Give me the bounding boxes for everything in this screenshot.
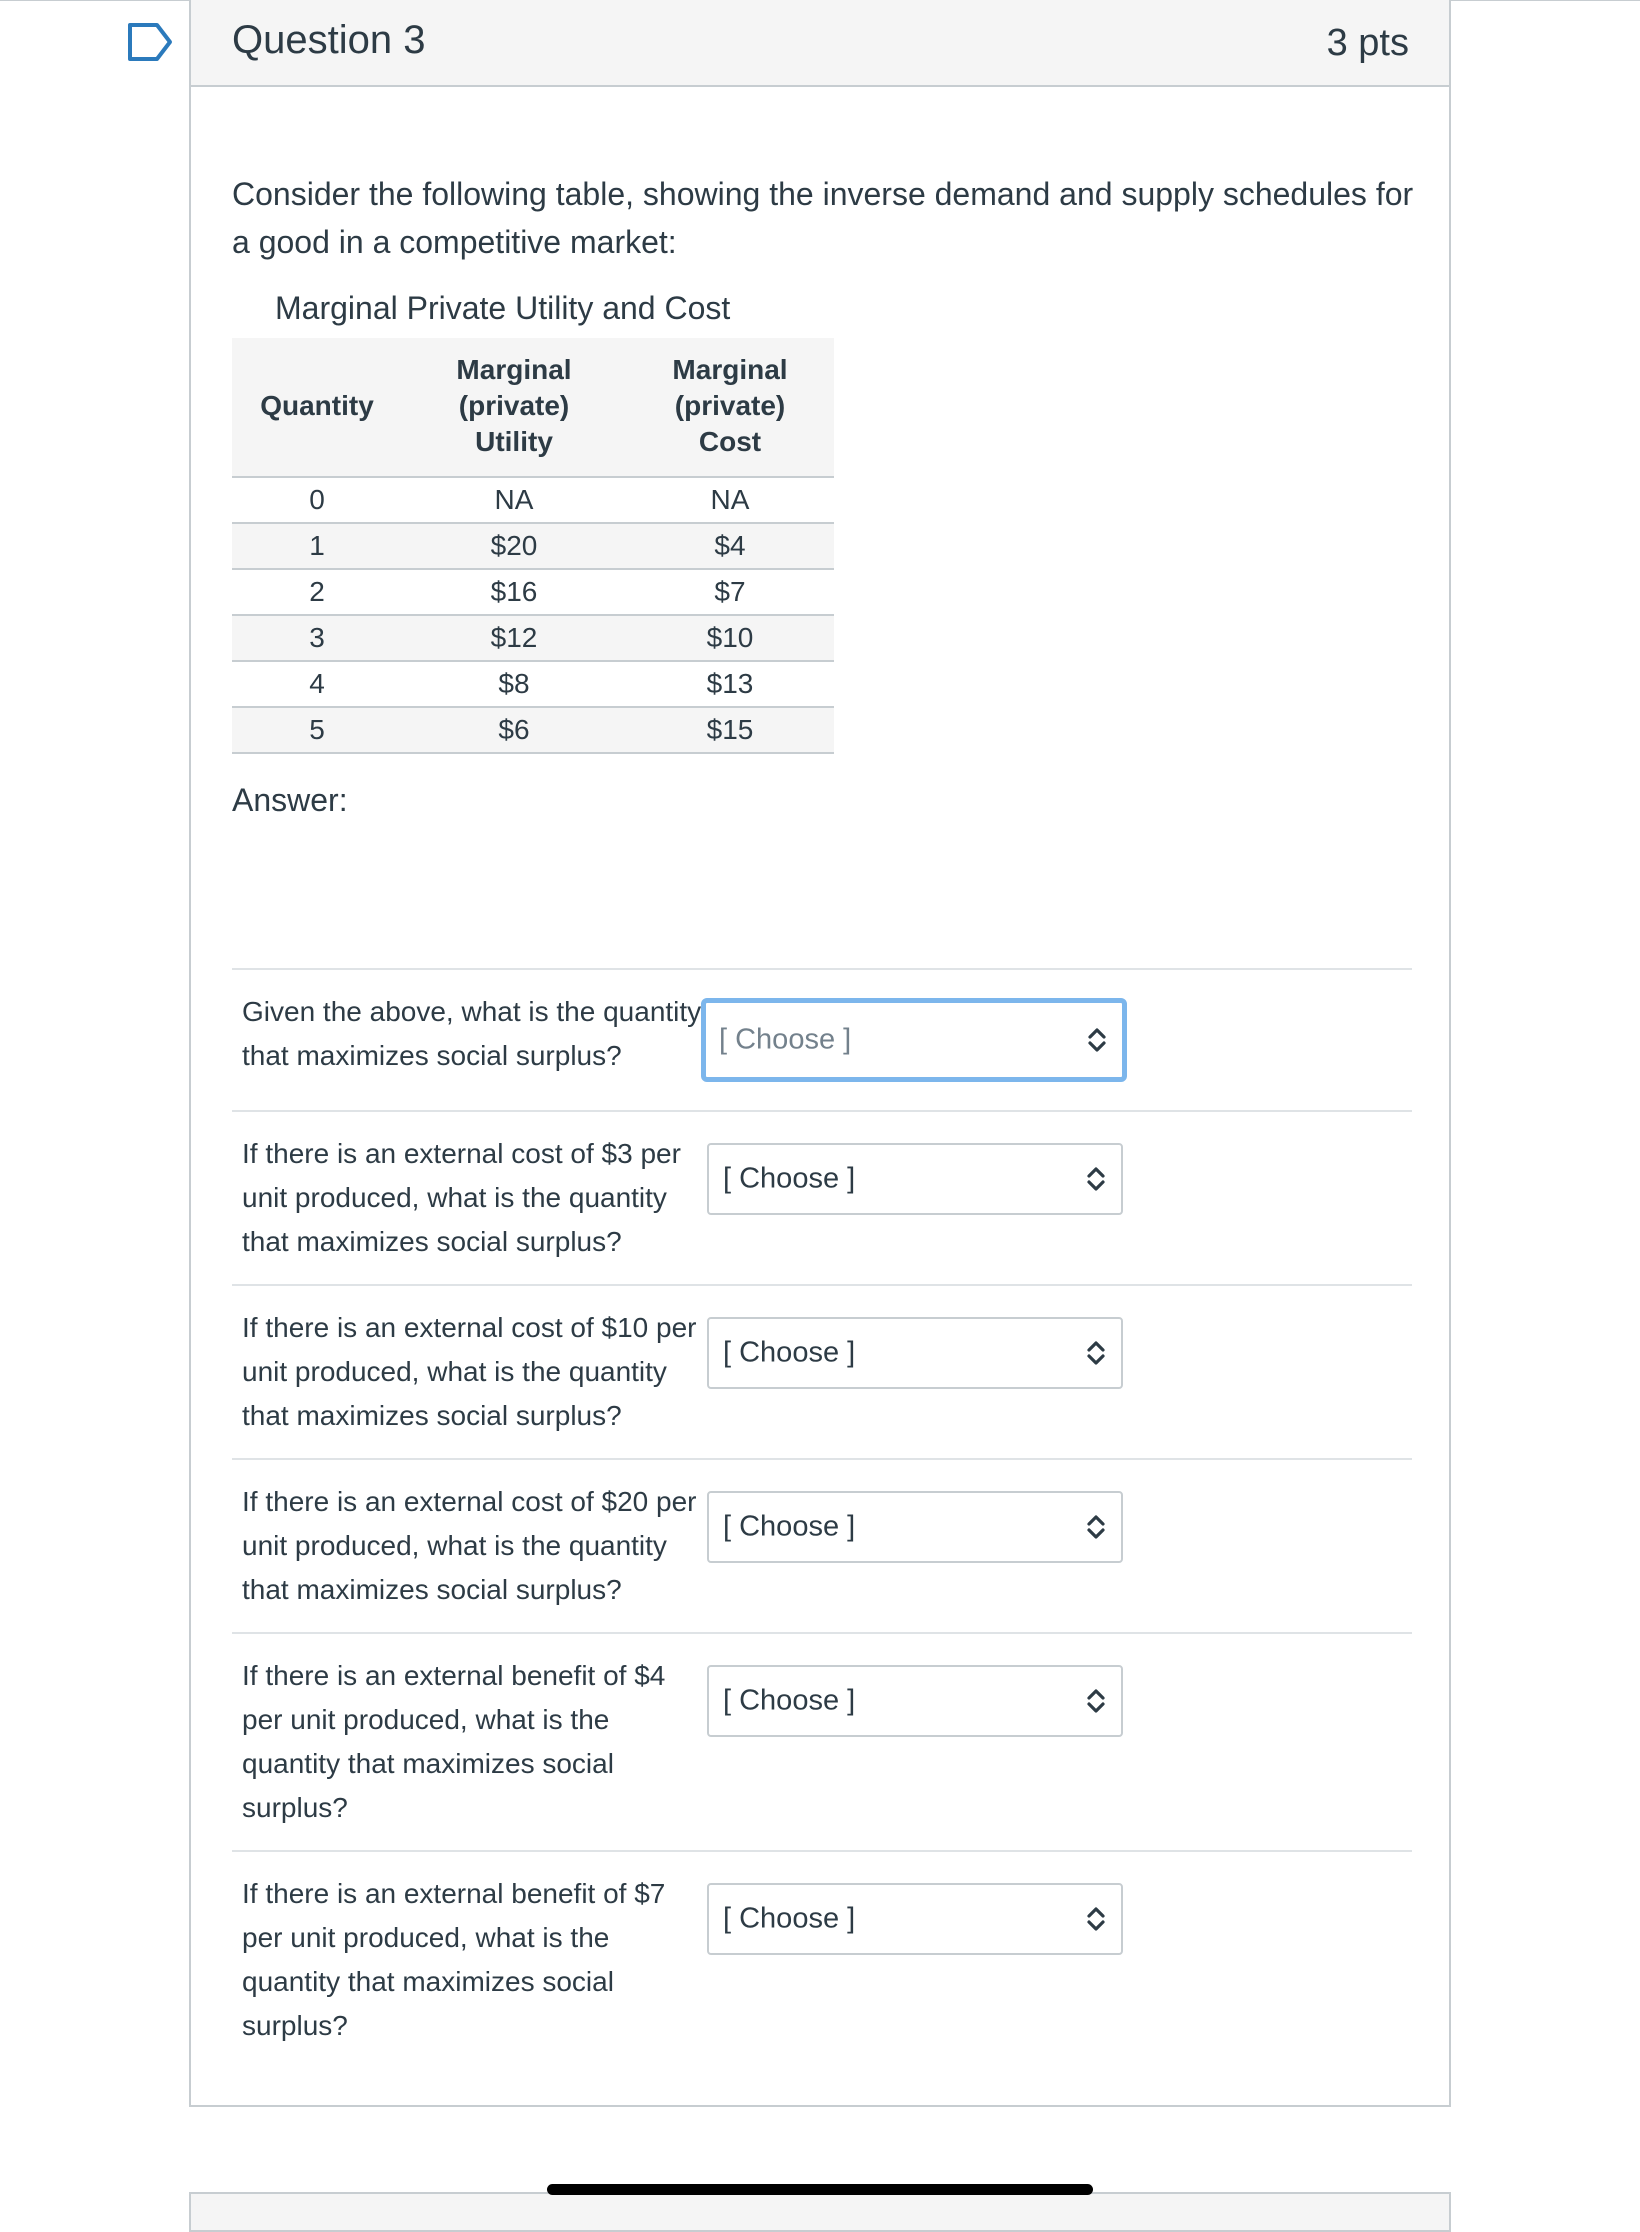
table-row <box>232 615 834 661</box>
cell-quantity: 1 <box>232 523 402 569</box>
table-header-row <box>232 338 834 477</box>
answer-label: Answer: <box>232 782 348 818</box>
cell-cost: NA <box>626 477 834 523</box>
table-caption: Marginal Private Utility and Cost <box>275 290 731 326</box>
header-marginal-utility: Marginal (private) Utility <box>402 338 626 477</box>
cell-quantity: 4 <box>232 661 402 707</box>
cell-quantity: 3 <box>232 615 402 661</box>
cell-utility: $16 <box>402 569 626 615</box>
subquestion-text: If there is an external cost of $10 per unit produced, what is the quantity that maximizes social surplus? <box>242 1312 697 1431</box>
answer-select-3[interactable] <box>707 1317 1123 1389</box>
table-row <box>232 477 834 523</box>
utility-cost-table <box>232 338 834 754</box>
cell-quantity: 0 <box>232 477 402 523</box>
subquestion-row-3 <box>232 1284 1412 1458</box>
header-quantity: Quantity <box>232 338 402 477</box>
table-row <box>232 569 834 615</box>
cell-utility: $6 <box>402 707 626 753</box>
cell-cost: $10 <box>626 615 834 661</box>
subquestion-text: If there is an external cost of $3 per unit produced, what is the quantity that maximizes social surplus? <box>242 1138 681 1257</box>
answer-select-2[interactable] <box>707 1143 1123 1215</box>
select-value: [ Choose ] <box>719 1023 852 1056</box>
cell-quantity: 2 <box>232 569 402 615</box>
cell-utility: $12 <box>402 615 626 661</box>
home-indicator[interactable] <box>547 2184 1093 2195</box>
answer-select-1[interactable] <box>701 998 1127 1082</box>
question-card <box>189 0 1451 2107</box>
cell-utility: $20 <box>402 523 626 569</box>
table-row <box>232 707 834 753</box>
subquestion-row-4 <box>232 1458 1412 1632</box>
cell-utility: $8 <box>402 661 626 707</box>
subquestion-row-5 <box>232 1632 1412 1850</box>
subquestion-text: If there is an external cost of $20 per unit produced, what is the quantity that maximizes social surplus? <box>242 1486 697 1605</box>
select-value: [ Choose ] <box>723 1162 856 1195</box>
answer-select-5[interactable] <box>707 1665 1123 1737</box>
cell-cost: $4 <box>626 523 834 569</box>
cell-utility: NA <box>402 477 626 523</box>
subquestion-text: If there is an external benefit of $7 per unit produced, what is the quantity that maximizes social surplus? <box>242 1878 666 2041</box>
table-row <box>232 523 834 569</box>
chevron-updown-icon <box>1085 1904 1107 1934</box>
question-points: 3 pts <box>1326 22 1409 64</box>
answer-select-4[interactable] <box>707 1491 1123 1563</box>
cell-cost: $7 <box>626 569 834 615</box>
cell-cost: $15 <box>626 707 834 753</box>
select-value: [ Choose ] <box>723 1510 856 1543</box>
chevron-updown-icon <box>1086 1025 1108 1055</box>
flag-question-icon[interactable] <box>127 22 173 62</box>
subquestion-text: If there is an external benefit of $4 per unit produced, what is the quantity that maximizes social surplus? <box>242 1660 666 1823</box>
next-question-card <box>189 2192 1451 2232</box>
cell-cost: $13 <box>626 661 834 707</box>
chevron-updown-icon <box>1085 1164 1107 1194</box>
select-value: [ Choose ] <box>723 1336 856 1369</box>
chevron-updown-icon <box>1085 1512 1107 1542</box>
table-row <box>232 661 834 707</box>
select-value: [ Choose ] <box>723 1902 856 1935</box>
chevron-updown-icon <box>1085 1338 1107 1368</box>
question-title: Question 3 <box>232 18 426 62</box>
question-header <box>191 0 1449 87</box>
subquestion-row-1 <box>232 968 1412 1110</box>
cell-quantity: 5 <box>232 707 402 753</box>
question-prompt: Consider the following table, showing the inverse demand and supply schedules for a good in a competitive market: <box>232 176 1414 260</box>
select-value: [ Choose ] <box>723 1684 856 1717</box>
subquestion-text: Given the above, what is the quantity that maximizes social surplus? <box>242 996 702 1071</box>
chevron-updown-icon <box>1085 1686 1107 1716</box>
subquestion-row-6 <box>232 1850 1412 2068</box>
header-marginal-cost: Marginal (private) Cost <box>626 338 834 477</box>
subquestion-row-2 <box>232 1110 1412 1284</box>
answer-select-6[interactable] <box>707 1883 1123 1955</box>
